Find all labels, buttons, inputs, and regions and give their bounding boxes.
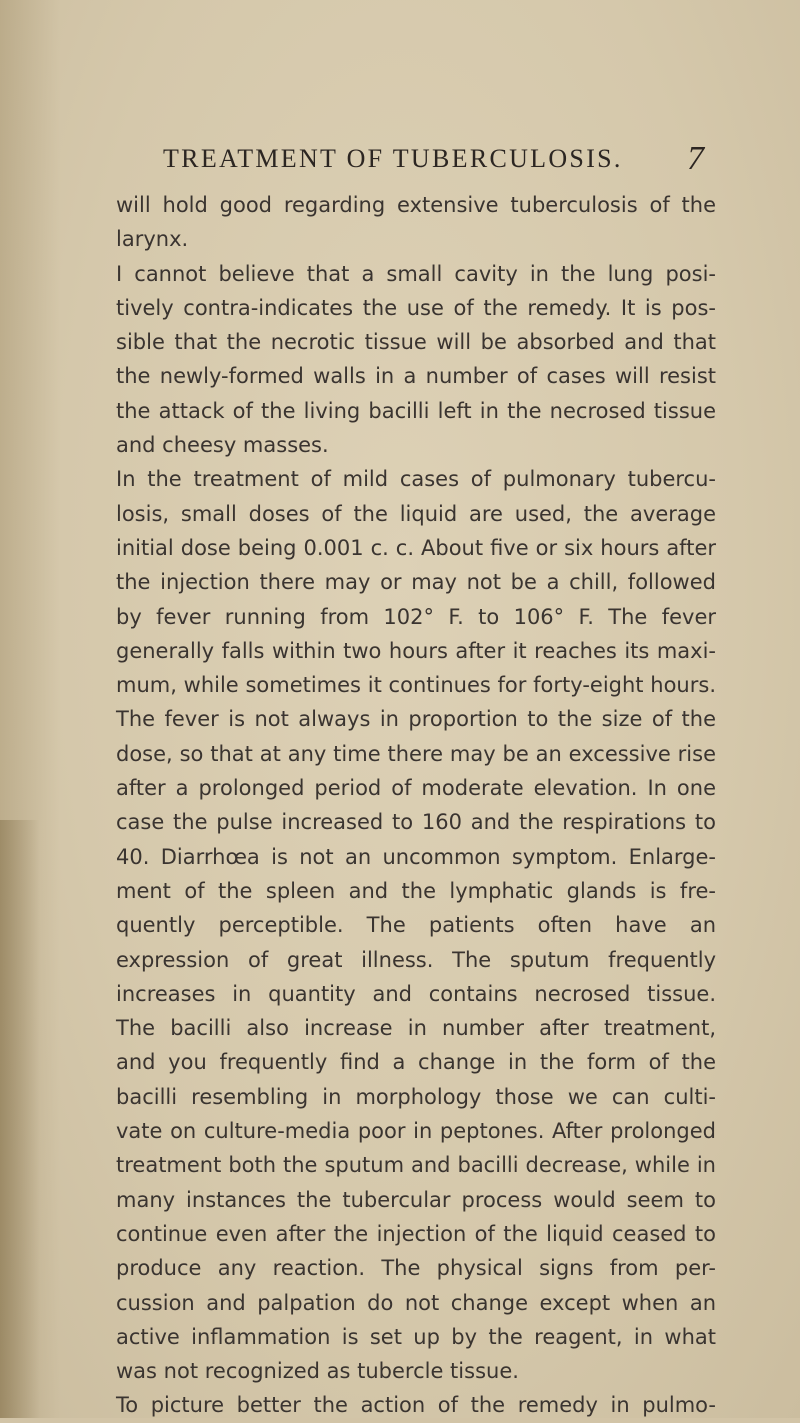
- text-line: the attack of the living bacilli left in the necrosed tissue: [116, 398, 716, 423]
- text-line: and cheesy masses.: [116, 433, 329, 458]
- text-line: the injection there may or may not be a chill, followed: [116, 570, 716, 595]
- text-line: case the pulse increased to 160 and the respirations to: [116, 810, 716, 835]
- text-line: increases in quantity and contains necrosed tissue.: [116, 981, 716, 1006]
- text-line: The bacilli also increase in number after treatment,: [116, 1016, 716, 1041]
- gutter-shadow: [0, 820, 40, 1418]
- text-line: cussion and palpation do not change except when an: [116, 1290, 716, 1315]
- text-line: tively contra-indicates the use of the remedy. It is pos-: [116, 295, 716, 320]
- text-line: bacilli resembling in morphology those we can culti-: [116, 1084, 716, 1109]
- text-line: In the treatment of mild cases of pulmonary tubercu-: [116, 467, 716, 492]
- text-line: was not recognized as tubercle tissue.: [116, 1359, 519, 1384]
- text-line: by fever running from 102° F. to 106° F. The fever: [116, 604, 716, 629]
- text-line: generally falls within two hours after it reaches its maxi-: [116, 638, 716, 663]
- text-line: the newly-formed walls in a number of cases will resist: [116, 364, 716, 389]
- text-line: mum, while sometimes it continues for forty-eight hours.: [116, 673, 716, 698]
- page-title: TREATMENT OF TUBERCULOSIS.: [163, 144, 623, 173]
- text-line: expression of great illness. The sputum frequently: [116, 947, 716, 972]
- text-line: and you frequently find a change in the form of the: [116, 1050, 716, 1075]
- text-line: ment of the spleen and the lymphatic glands is fre-: [116, 878, 716, 903]
- text-line: many instances the tubercular process would seem to: [116, 1187, 716, 1212]
- page-number: 7: [687, 140, 704, 177]
- text-line: dose, so that at any time there may be an excessive rise: [116, 741, 716, 766]
- text-line: The fever is not always in proportion to the size of the: [116, 707, 716, 732]
- text-line: sible that the necrotic tissue will be absorbed and that: [116, 330, 716, 355]
- text-line: will hold good regarding extensive tuberculosis of the: [116, 193, 716, 217]
- body-text: [116, 188, 716, 1423]
- text-line: continue even after the injection of the liquid ceased to: [116, 1221, 716, 1246]
- text-line: quently perceptible. The patients often have an: [116, 913, 716, 938]
- text-line: losis, small doses of the liquid are used, the average: [116, 501, 716, 526]
- text-line: treatment both the sputum and bacilli decrease, while in: [116, 1153, 716, 1178]
- text-line: produce any reaction. The physical signs from per-: [116, 1256, 716, 1281]
- text-line: To picture better the action of the remedy in pulmo-: [116, 1393, 716, 1418]
- text-line: 40. Diarrhœa is not an uncommon symptom. Enlarge-: [116, 844, 716, 869]
- text-line: vate on culture-media poor in peptones. After prolonged: [116, 1119, 716, 1144]
- text-line: I cannot believe that a small cavity in the lung posi-: [116, 261, 716, 286]
- text-line: initial dose being 0.001 c. c. About five or six hours after: [116, 535, 716, 560]
- running-head: [0, 140, 800, 180]
- text-line: after a prolonged period of moderate elevation. In one: [116, 776, 716, 801]
- text-line: active inflammation is set up by the reagent, in what: [116, 1324, 716, 1349]
- text-line: larynx.: [116, 227, 189, 252]
